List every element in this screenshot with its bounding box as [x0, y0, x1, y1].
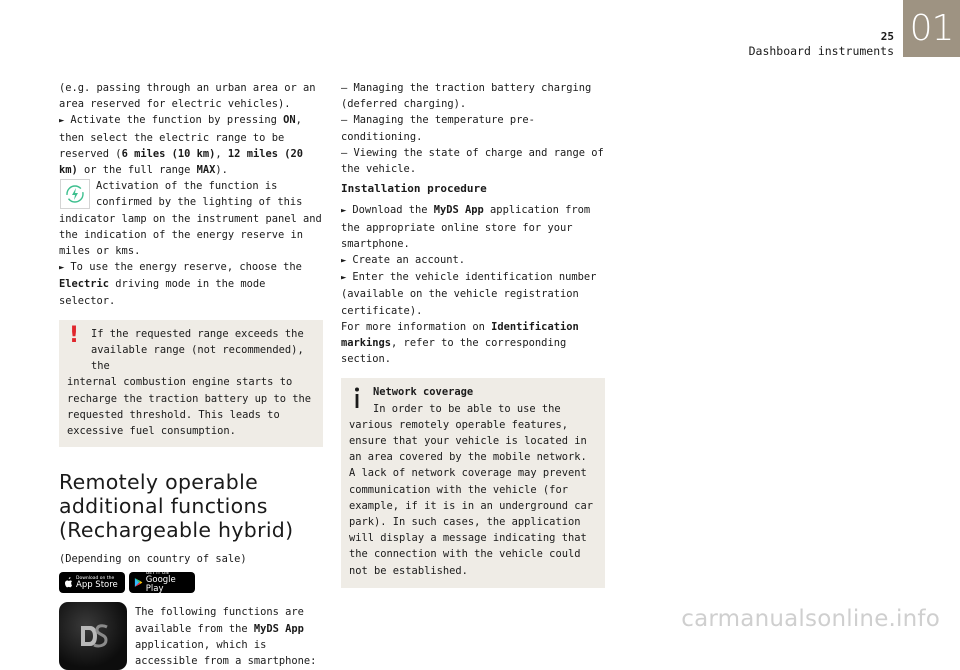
app-text: The following functions are available from the MyDS App application, which is accessible from a smartphone:	[135, 606, 317, 668]
right-column	[341, 80, 605, 588]
indicator-paragraph	[59, 178, 323, 259]
bullet-arrow-icon: ►	[341, 256, 347, 267]
watermark: carmanualsonline.info	[681, 606, 940, 632]
info-icon	[353, 387, 361, 414]
install-step-account: ► Create an account.	[341, 254, 466, 267]
info-text-first: In order to be able to use the various remotely operable features, ensure that your vehicle is located in an area covered by the mobile network.	[349, 402, 587, 464]
bullet-arrow-icon: ►	[59, 116, 65, 127]
info-box	[341, 378, 605, 587]
chapter-number-tab: 01	[903, 0, 960, 57]
function-item-1: – Managing the traction battery charging (deferred charging).	[341, 82, 592, 111]
left-column	[59, 80, 323, 670]
section-title: Remotely operable additional functions (Rechargeable hybrid)	[59, 470, 294, 543]
info-text-second: A lack of network coverage may prevent communication with the vehicle (for example, if it is in an underground car park). In such cases, the application will display a message indicating that the connection with the vehicle could not be established.	[349, 467, 593, 577]
warning-text-rest: internal combustion engine starts to recharge the traction battery up to the requested threshold. This leads to excessive fuel consumption.	[67, 376, 311, 438]
function-item-2: – Managing the temperature pre-conditioning.	[341, 114, 535, 143]
store-badges	[59, 572, 323, 593]
ds-app-icon	[59, 602, 127, 670]
app-description	[59, 602, 323, 670]
bullet-arrow-icon: ►	[341, 206, 347, 217]
function-item-3: – Viewing the state of charge and range of the vehicle.	[341, 146, 604, 176]
google-play-icon	[134, 577, 143, 588]
chapter-title: Dashboard instruments	[748, 44, 894, 58]
warning-text-first: If the requested range exceeds the available range (not recommended), the	[91, 327, 304, 373]
page-header	[749, 30, 894, 59]
installation-heading: Installation procedure	[341, 182, 487, 196]
page-number: 25	[880, 30, 894, 43]
more-info: For more information on Identification markings, refer to the corresponding section.	[341, 320, 579, 366]
warning-box	[59, 320, 323, 447]
warning-icon: !	[69, 322, 80, 348]
google-play-badge[interactable]: GET IT ON Google Play	[129, 572, 195, 593]
step-use-reserve: ► To use the energy reserve, choose the Electric driving mode in the mode selector.	[59, 261, 302, 307]
install-step-download: ► Download the MyDS App application from the appropriate online store for your smartphone.	[341, 204, 591, 250]
indicator-text: Activation of the function is confirmed by the lighting of this indicator lamp on the instrument panel and the indication of the energy reserve in miles or kms.	[59, 180, 322, 258]
step-activate: ► Activate the function by pressing ON, then select the electric range to be reserved (6 miles (10 km), 12 miles (20 km) or the full range MAX).	[59, 114, 303, 177]
apple-icon	[64, 577, 73, 588]
install-step-vin: ► Enter the vehicle identification number (available on the vehicle registration certificate).	[341, 271, 597, 317]
intro-text: (e.g. passing through an urban area or an area reserved for electric vehicles).	[59, 82, 316, 111]
app-store-badge[interactable]: Download on the App Store	[59, 572, 125, 593]
bullet-arrow-icon: ►	[341, 273, 347, 284]
country-note: (Depending on country of sale)	[59, 553, 247, 566]
battery-reserve-indicator-icon	[60, 179, 90, 209]
bullet-arrow-icon: ►	[59, 263, 65, 274]
info-title: Network coverage	[373, 386, 474, 399]
